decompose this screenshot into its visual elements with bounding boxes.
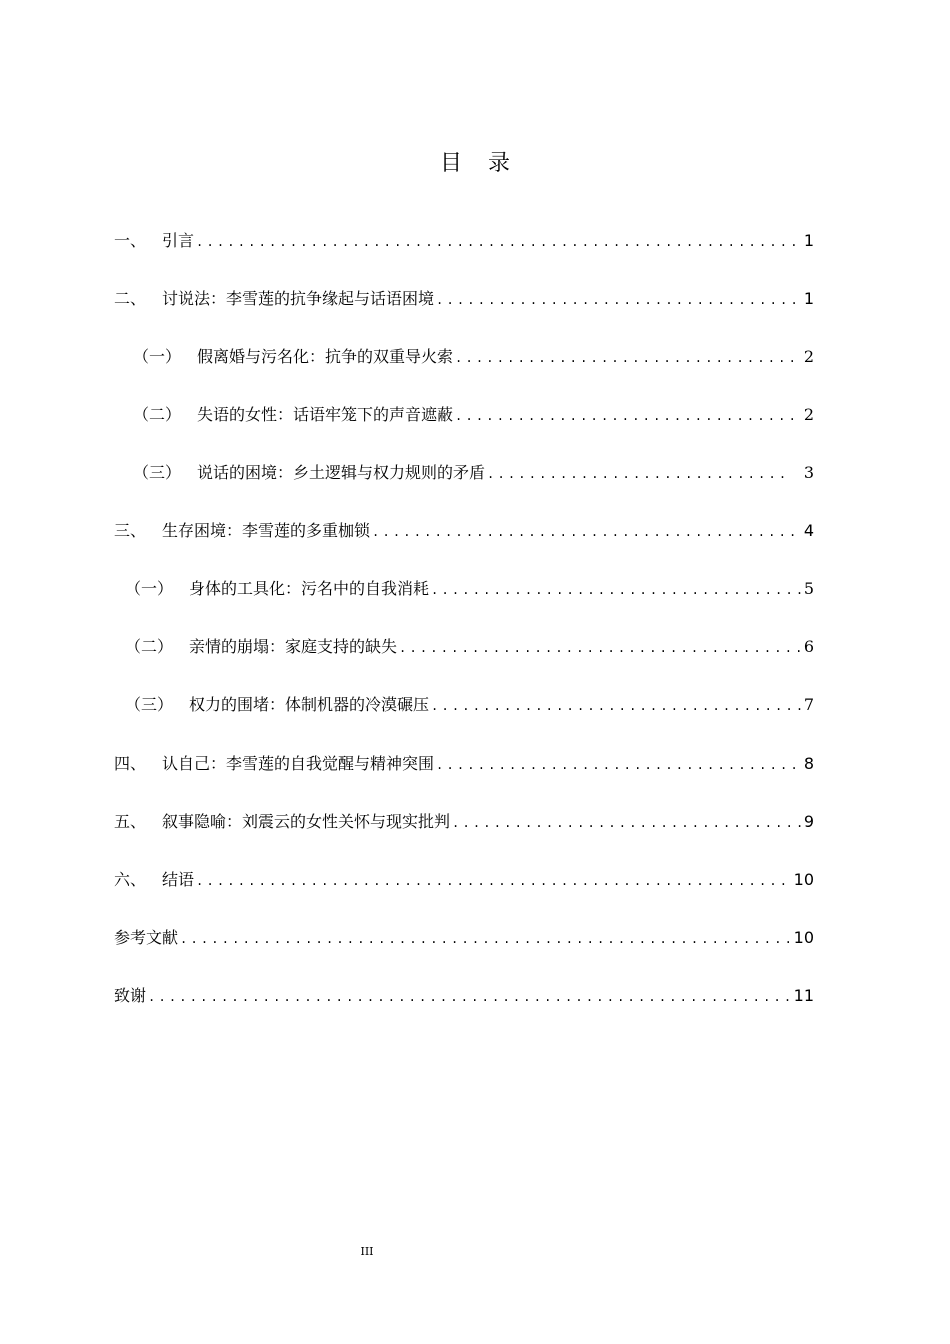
toc-dot-leader: [436, 288, 801, 312]
toc-entry-number: 二、: [114, 289, 147, 308]
toc-entry-title: 假离婚与污名化：抗争的双重导火索: [197, 347, 454, 366]
toc-entry-page: 9: [803, 812, 814, 831]
toc-dot-leader: [399, 636, 801, 660]
toc-dot-leader: [436, 753, 801, 777]
toc-entry-page: 10: [793, 928, 814, 947]
toc-entry-number: 五、: [114, 812, 147, 831]
toc-entry[interactable]: [114, 868, 814, 892]
toc-entry-page: 1: [803, 289, 814, 308]
toc-dot-leader: [431, 694, 801, 718]
toc-title-char-1: 目: [439, 151, 462, 176]
toc-entry-title: 结语: [162, 870, 195, 889]
toc-entry[interactable]: [133, 345, 814, 369]
toc-dot-leader: [487, 462, 792, 486]
toc-entry-title: 生存困境：李雪莲的多重枷锁: [162, 521, 371, 540]
toc-dot-leader: [431, 578, 801, 602]
toc-entry-title: 致谢: [114, 986, 147, 1005]
toc-dot-leader: [196, 869, 791, 893]
toc-entry[interactable]: [114, 519, 814, 543]
toc-entry-title: 失语的女性：话语牢笼下的声音遮蔽: [197, 405, 454, 424]
toc-entry-number: （三）: [125, 695, 174, 714]
toc-entry-title: 权力的围堵：体制机器的冷漠碾压: [189, 695, 430, 714]
toc-dot-leader: [452, 811, 801, 835]
toc-entry[interactable]: [125, 635, 814, 659]
toc-dot-leader: [455, 346, 801, 370]
toc-entry-page: 4: [803, 521, 814, 540]
toc-dot-leader: [455, 404, 801, 428]
toc-entry-page: 2: [803, 347, 814, 366]
page-number: III: [360, 1245, 374, 1258]
toc-entry-page: 6: [803, 637, 814, 656]
toc-entry[interactable]: [114, 287, 814, 311]
toc-entry[interactable]: [114, 926, 814, 950]
toc-entry[interactable]: [114, 810, 814, 834]
toc-entry-number: 一、: [114, 231, 147, 250]
toc-entry-number: （一）: [133, 347, 182, 366]
toc-entry-title: 认自己：李雪莲的自我觉醒与精神突围: [162, 754, 435, 773]
toc-entry-number: （三）: [133, 463, 182, 482]
toc-title: [0, 146, 950, 177]
toc-entry[interactable]: [114, 752, 814, 776]
toc-dot-leader: [372, 520, 801, 544]
toc-entry-number: （二）: [133, 405, 182, 424]
toc-entry[interactable]: [125, 577, 814, 601]
toc-entry[interactable]: [114, 984, 814, 1008]
toc-entry-page: 8: [803, 754, 814, 773]
toc-entry[interactable]: [114, 229, 814, 253]
toc-entry-page: 1: [803, 231, 814, 250]
toc-entry-page: 2: [803, 405, 814, 424]
toc-entry-title: 叙事隐喻：刘震云的女性关怀与现实批判: [162, 812, 451, 831]
toc-entry-page: 7: [803, 695, 814, 714]
toc-entry-title: 参考文献: [114, 928, 179, 947]
toc-entry[interactable]: [133, 461, 814, 485]
toc-dot-leader: [180, 927, 791, 951]
toc-entry-page: 11: [793, 986, 814, 1005]
toc-title-char-2: 录: [488, 151, 511, 176]
toc-dot-leader: [196, 230, 801, 254]
toc-entry-title: 引言: [162, 231, 195, 250]
toc-entry-number: 四、: [114, 754, 147, 773]
toc-entry-title: 亲情的崩塌：家庭支持的缺失: [189, 637, 398, 656]
toc-entry-page: 5: [803, 579, 814, 598]
toc-entry-page: 10: [793, 870, 814, 889]
toc-dot-leader: [148, 985, 791, 1009]
toc-entry-number: （二）: [125, 637, 174, 656]
toc-entry[interactable]: [125, 693, 814, 717]
toc-entry-number: 六、: [114, 870, 147, 889]
toc-entry-title: 讨说法：李雪莲的抗争缘起与话语困境: [162, 289, 435, 308]
toc-entry[interactable]: [133, 403, 814, 427]
toc-entry-title: 身体的工具化：污名中的自我消耗: [189, 579, 430, 598]
toc-entry-number: 三、: [114, 521, 147, 540]
toc-entry-number: （一）: [125, 579, 174, 598]
toc-entry-title: 说话的困境：乡土逻辑与权力规则的矛盾: [197, 463, 486, 482]
toc-entry-page: 3: [803, 463, 814, 482]
